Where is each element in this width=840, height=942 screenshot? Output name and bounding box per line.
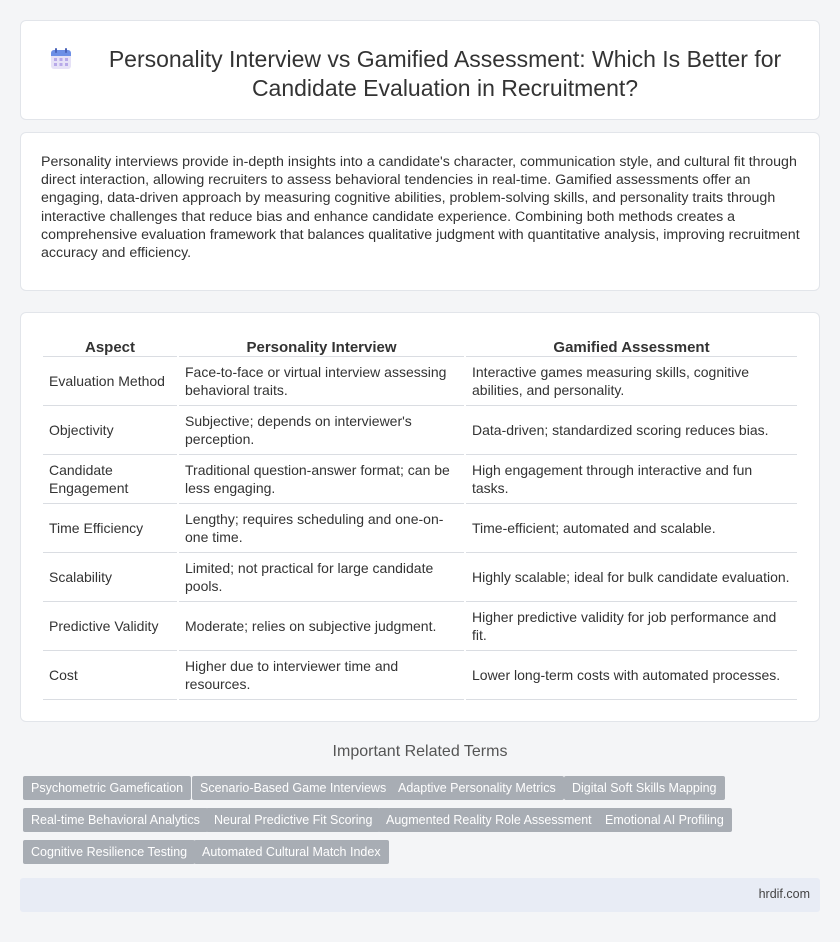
personality-cell: Limited; not practical for large candidate pools. — [179, 553, 464, 602]
personality-cell: Lengthy; requires scheduling and one-on-one time. — [179, 504, 464, 553]
footer-site[interactable]: hrdif.com — [758, 887, 810, 901]
related-term-tag[interactable]: Emotional AI Profiling — [597, 808, 732, 832]
aspect-cell: Time Efficiency — [43, 504, 177, 553]
header-personality-interview: Personality Interview — [179, 333, 464, 357]
related-term-tag[interactable]: Adaptive Personality Metrics — [390, 776, 564, 800]
related-term-tag[interactable]: Neural Predictive Fit Scoring — [206, 808, 380, 832]
aspect-cell: Candidate Engagement — [43, 455, 177, 504]
calendar-icon — [49, 47, 73, 71]
personality-cell: Traditional question-answer format; can be less engaging. — [179, 455, 464, 504]
related-terms-title: Important Related Terms — [332, 743, 508, 760]
gamified-cell: Time-efficient; automated and scalable. — [466, 504, 797, 553]
table-row — [43, 651, 797, 700]
aspect-cell: Objectivity — [43, 406, 177, 455]
gamified-cell: High engagement through interactive and fun tasks. — [466, 455, 797, 504]
header-aspect: Aspect — [43, 333, 177, 357]
table-row — [43, 553, 797, 602]
aspect-cell: Cost — [43, 651, 177, 700]
gamified-cell: Data-driven; standardized scoring reduces bias. — [466, 406, 797, 455]
footer — [20, 878, 820, 912]
table-row — [43, 406, 797, 455]
personality-cell: Moderate; relies on subjective judgment. — [179, 602, 464, 651]
gamified-cell: Highly scalable; ideal for bulk candidate evaluation. — [466, 553, 797, 602]
table-row — [43, 504, 797, 553]
page-title: Personality Interview vs Gamified Assessment: Which Is Better for Candidate Evaluation in Recruitment? — [108, 46, 782, 101]
aspect-cell: Scalability — [43, 553, 177, 602]
table-header-row — [43, 333, 797, 357]
personality-cell: Face-to-face or virtual interview assessing behavioral traits. — [179, 357, 464, 406]
gamified-cell: Interactive games measuring skills, cognitive abilities, and personality. — [466, 357, 797, 406]
personality-cell: Higher due to interviewer time and resources. — [179, 651, 464, 700]
comparison-table — [41, 333, 799, 700]
intro-card — [20, 132, 820, 291]
intro-paragraph: Personality interviews provide in-depth insights into a candidate's character, communication style, and cultural fit through direct interaction, allowing recruiters to assess behavioral tendencies in real-time. Gamified assessments offer an engaging, data-driven approach by measuring cognitive abilities, problem-solving skills, and personality traits through interactive challenges that reduce bias and enhance candidate experience. Combining both methods creates a comprehensive evaluation framework that balances qualitative judgment with quantitative analysis, improving recruitment accuracy and efficiency. — [41, 154, 800, 262]
comparison-card — [20, 312, 820, 722]
aspect-cell: Predictive Validity — [43, 602, 177, 651]
title-card — [20, 20, 820, 120]
related-term-tag[interactable]: Real-time Behavioral Analytics — [23, 808, 208, 832]
related-term-tag[interactable]: Augmented Reality Role Assessment — [378, 808, 600, 832]
header-gamified-assessment: Gamified Assessment — [466, 333, 797, 357]
related-term-tag[interactable]: Automated Cultural Match Index — [194, 840, 389, 864]
gamified-cell: Lower long-term costs with automated processes. — [466, 651, 797, 700]
table-row — [43, 602, 797, 651]
related-term-tag[interactable]: Digital Soft Skills Mapping — [564, 776, 725, 800]
related-term-tag[interactable]: Scenario-Based Game Interviews — [192, 776, 394, 800]
personality-cell: Subjective; depends on interviewer's perception. — [179, 406, 464, 455]
table-row — [43, 357, 797, 406]
aspect-cell: Evaluation Method — [43, 357, 177, 406]
gamified-cell: Higher predictive validity for job performance and fit. — [466, 602, 797, 651]
table-row — [43, 455, 797, 504]
related-term-tag[interactable]: Psychometric Gamefication — [23, 776, 191, 800]
related-term-tag[interactable]: Cognitive Resilience Testing — [23, 840, 195, 864]
